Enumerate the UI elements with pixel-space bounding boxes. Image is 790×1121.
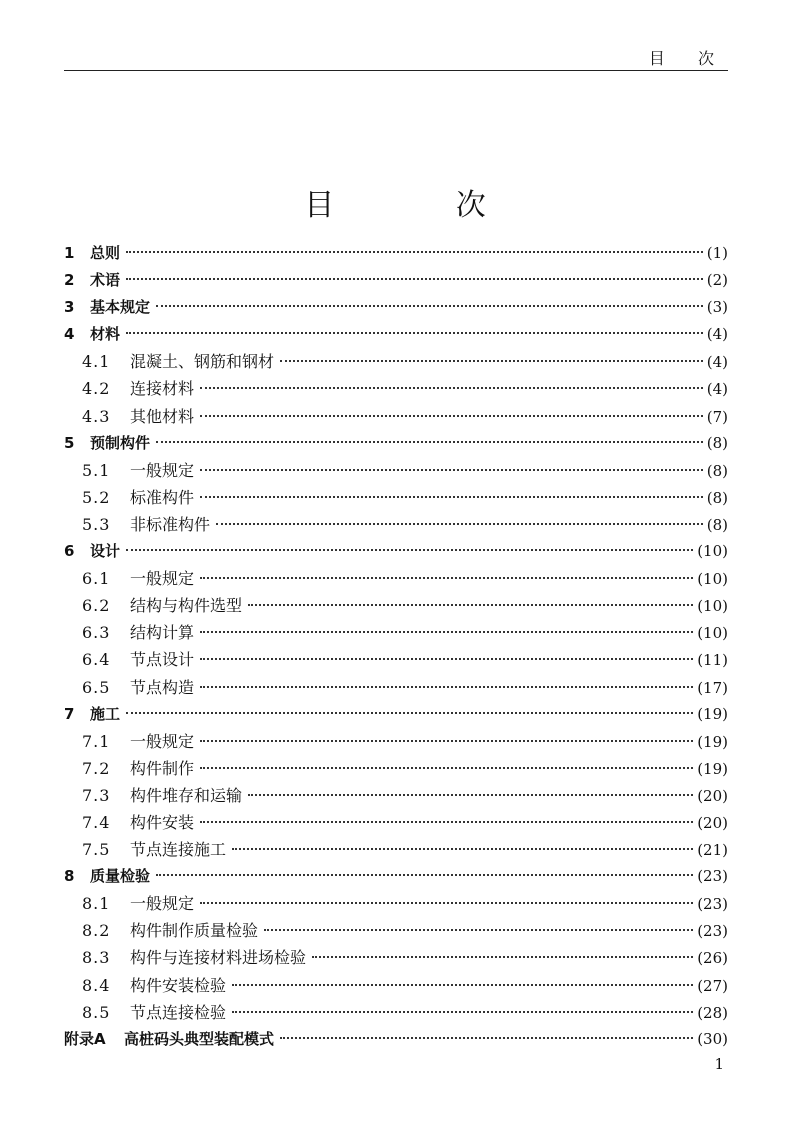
toc-dot-leader <box>126 278 703 280</box>
toc-section-entry[interactable] <box>64 375 728 402</box>
toc-entry-page: (8) <box>706 433 728 452</box>
toc-section-entry[interactable] <box>64 782 728 809</box>
toc-entry-page: (28) <box>697 1003 728 1022</box>
toc-entry-page: (8) <box>706 515 728 534</box>
toc-entry-page: (19) <box>697 732 728 751</box>
toc-dot-leader <box>126 332 703 334</box>
toc-entry-page: (19) <box>697 704 728 723</box>
toc-dot-leader <box>216 523 703 525</box>
toc-dot-leader <box>200 658 693 660</box>
toc-section-entry[interactable] <box>64 755 728 782</box>
toc-dot-leader <box>200 577 693 579</box>
toc-section-entry[interactable] <box>64 619 728 646</box>
table-of-contents <box>64 240 728 1053</box>
toc-dot-leader <box>200 686 693 688</box>
toc-entry-number: 6 <box>64 542 75 561</box>
toc-entry-page: (8) <box>706 488 728 507</box>
toc-section-entry[interactable] <box>64 348 728 375</box>
toc-entry-page: (20) <box>697 786 728 805</box>
toc-entry-title: 构件与连接材料进场检验 <box>130 948 307 968</box>
toc-entry-title: 一般规定 <box>130 460 195 480</box>
toc-section-entry[interactable] <box>64 917 728 944</box>
toc-entry-page: (8) <box>706 461 728 480</box>
toc-section-entry[interactable] <box>64 674 728 701</box>
toc-section-entry[interactable] <box>64 484 728 511</box>
toc-entry-title: 施工 <box>90 704 121 723</box>
toc-entry-page: (4) <box>706 380 728 399</box>
toc-entry-title: 结构与构件选型 <box>130 596 243 616</box>
toc-entry-title: 混凝土、钢筋和钢材 <box>130 352 275 372</box>
toc-dot-leader <box>200 767 693 769</box>
header-rule <box>64 70 728 71</box>
toc-entry-number: 6.5 <box>82 677 111 697</box>
toc-entry-page: (10) <box>697 542 728 561</box>
toc-dot-leader <box>126 712 693 714</box>
toc-entry-title: 质量检验 <box>90 867 151 886</box>
toc-entry-title: 节点设计 <box>130 650 195 670</box>
toc-entry-title: 标准构件 <box>130 487 195 507</box>
toc-dot-leader <box>126 549 693 551</box>
toc-chapter-entry[interactable] <box>64 267 728 294</box>
toc-entry-number: 7.2 <box>82 758 111 778</box>
toc-dot-leader <box>200 387 703 389</box>
toc-dot-leader <box>200 415 703 417</box>
toc-entry-number: 5.2 <box>82 487 111 507</box>
toc-dot-leader <box>156 874 693 876</box>
toc-entry-page: (23) <box>697 922 728 941</box>
toc-dot-leader <box>248 794 693 796</box>
toc-entry-number: 5 <box>64 433 75 452</box>
toc-entry-title: 基本规定 <box>90 298 151 317</box>
running-header: 目 次 <box>648 49 728 68</box>
toc-dot-leader <box>200 496 703 498</box>
toc-dot-leader <box>200 902 693 904</box>
toc-entry-title: 一般规定 <box>130 731 195 751</box>
toc-entry-title: 构件堆存和运输 <box>130 785 243 805</box>
toc-dot-leader <box>200 740 693 742</box>
toc-section-entry[interactable] <box>64 403 728 430</box>
toc-entry-title: 设计 <box>90 542 121 561</box>
toc-dot-leader <box>232 1011 693 1013</box>
toc-entry-title: 节点连接施工 <box>130 840 227 860</box>
toc-dot-leader <box>312 956 693 958</box>
toc-entry-number: 8.3 <box>82 948 111 968</box>
toc-entry-number: 4 <box>64 325 75 344</box>
toc-entry-page: (2) <box>706 271 728 290</box>
toc-entry-number: 8.5 <box>82 1002 111 1022</box>
toc-entry-page: (19) <box>697 759 728 778</box>
toc-entry-page: (30) <box>697 1029 728 1048</box>
toc-chapter-entry[interactable] <box>64 294 728 321</box>
toc-entry-title: 高桩码头典型装配模式 <box>124 1029 275 1048</box>
toc-section-entry[interactable] <box>64 809 728 836</box>
toc-entry-number: 8.4 <box>82 975 111 995</box>
toc-entry-title: 节点构造 <box>130 677 195 697</box>
toc-entry-number: 7.1 <box>82 731 111 751</box>
toc-entry-number: 5.3 <box>82 514 111 534</box>
toc-chapter-entry[interactable] <box>64 1026 728 1053</box>
toc-entry-page: (4) <box>706 353 728 372</box>
toc-section-entry[interactable] <box>64 565 728 592</box>
toc-entry-number: 8 <box>64 867 75 886</box>
toc-dot-leader <box>200 631 693 633</box>
toc-section-entry[interactable] <box>64 944 728 971</box>
toc-section-entry[interactable] <box>64 511 728 538</box>
toc-entry-title: 连接材料 <box>130 379 195 399</box>
toc-entry-title: 结构计算 <box>130 623 195 643</box>
toc-entry-page: (23) <box>697 867 728 886</box>
toc-dot-leader <box>200 469 703 471</box>
toc-section-entry[interactable] <box>64 646 728 673</box>
toc-chapter-entry[interactable] <box>64 538 728 565</box>
toc-entry-number: 附录A <box>64 1029 106 1048</box>
toc-dot-leader <box>126 251 703 253</box>
toc-entry-page: (10) <box>697 624 728 643</box>
toc-dot-leader <box>248 604 693 606</box>
toc-chapter-entry[interactable] <box>64 321 728 348</box>
toc-entry-number: 7.5 <box>82 840 111 860</box>
toc-dot-leader <box>280 1037 693 1039</box>
toc-dot-leader <box>156 305 703 307</box>
page-number: 1 <box>714 1055 724 1073</box>
toc-section-entry[interactable] <box>64 836 728 863</box>
toc-entry-title: 一般规定 <box>130 894 195 914</box>
toc-entry-page: (4) <box>706 325 728 344</box>
page-title: 目 次 <box>304 188 542 223</box>
toc-entry-page: (17) <box>697 678 728 697</box>
toc-entry-title: 构件安装检验 <box>130 975 227 995</box>
toc-section-entry[interactable] <box>64 592 728 619</box>
toc-entry-number: 6.2 <box>82 596 111 616</box>
toc-entry-number: 4.2 <box>82 379 111 399</box>
toc-entry-title: 术语 <box>90 271 121 290</box>
toc-entry-page: (27) <box>697 976 728 995</box>
toc-entry-title: 总则 <box>90 244 121 262</box>
toc-entry-page: (26) <box>697 949 728 968</box>
toc-dot-leader <box>200 821 693 823</box>
toc-dot-leader <box>156 441 703 443</box>
toc-entry-title: 材料 <box>90 325 121 344</box>
toc-entry-page: (7) <box>706 407 728 426</box>
toc-entry-page: (11) <box>697 651 728 670</box>
toc-entry-number: 7.3 <box>82 785 111 805</box>
toc-entry-page: (21) <box>697 841 728 860</box>
toc-entry-page: (3) <box>706 298 728 317</box>
toc-entry-page: (10) <box>697 597 728 616</box>
toc-entry-title: 预制构件 <box>90 433 151 452</box>
toc-dot-leader <box>232 848 693 850</box>
toc-entry-title: 一般规定 <box>130 569 195 589</box>
toc-dot-leader <box>280 360 703 362</box>
toc-dot-leader <box>232 984 693 986</box>
toc-entry-number: 7 <box>64 704 75 723</box>
toc-chapter-entry[interactable] <box>64 430 728 457</box>
toc-chapter-entry[interactable] <box>64 863 728 890</box>
toc-entry-number: 2 <box>64 271 75 290</box>
toc-section-entry[interactable] <box>64 972 728 999</box>
toc-entry-number: 4.1 <box>82 352 111 372</box>
toc-entry-number: 5.1 <box>82 460 111 480</box>
toc-entry-title: 其他材料 <box>130 406 195 426</box>
toc-entry-number: 7.4 <box>82 812 111 832</box>
toc-entry-number: 6.3 <box>82 623 111 643</box>
toc-entry-number: 6.1 <box>82 569 111 589</box>
toc-entry-title: 构件制作质量检验 <box>130 921 259 941</box>
toc-entry-title: 节点连接检验 <box>130 1002 227 1022</box>
toc-entry-page: (20) <box>697 813 728 832</box>
toc-entry-page: (1) <box>706 244 728 262</box>
toc-entry-title: 非标准构件 <box>130 514 211 534</box>
toc-section-entry[interactable] <box>64 728 728 755</box>
toc-entry-number: 3 <box>64 298 75 317</box>
toc-chapter-entry[interactable] <box>64 240 728 267</box>
toc-chapter-entry[interactable] <box>64 701 728 728</box>
toc-entry-page: (10) <box>697 570 728 589</box>
toc-entry-number: 4.3 <box>82 406 111 426</box>
toc-entry-number: 8.2 <box>82 921 111 941</box>
toc-entry-number: 6.4 <box>82 650 111 670</box>
toc-section-entry[interactable] <box>64 999 728 1026</box>
toc-section-entry[interactable] <box>64 890 728 917</box>
toc-entry-title: 构件安装 <box>130 812 195 832</box>
toc-entry-number: 1 <box>64 244 75 262</box>
toc-entry-number: 8.1 <box>82 894 111 914</box>
toc-dot-leader <box>264 929 693 931</box>
toc-entry-page: (23) <box>697 895 728 914</box>
toc-section-entry[interactable] <box>64 457 728 484</box>
toc-entry-title: 构件制作 <box>130 758 195 778</box>
